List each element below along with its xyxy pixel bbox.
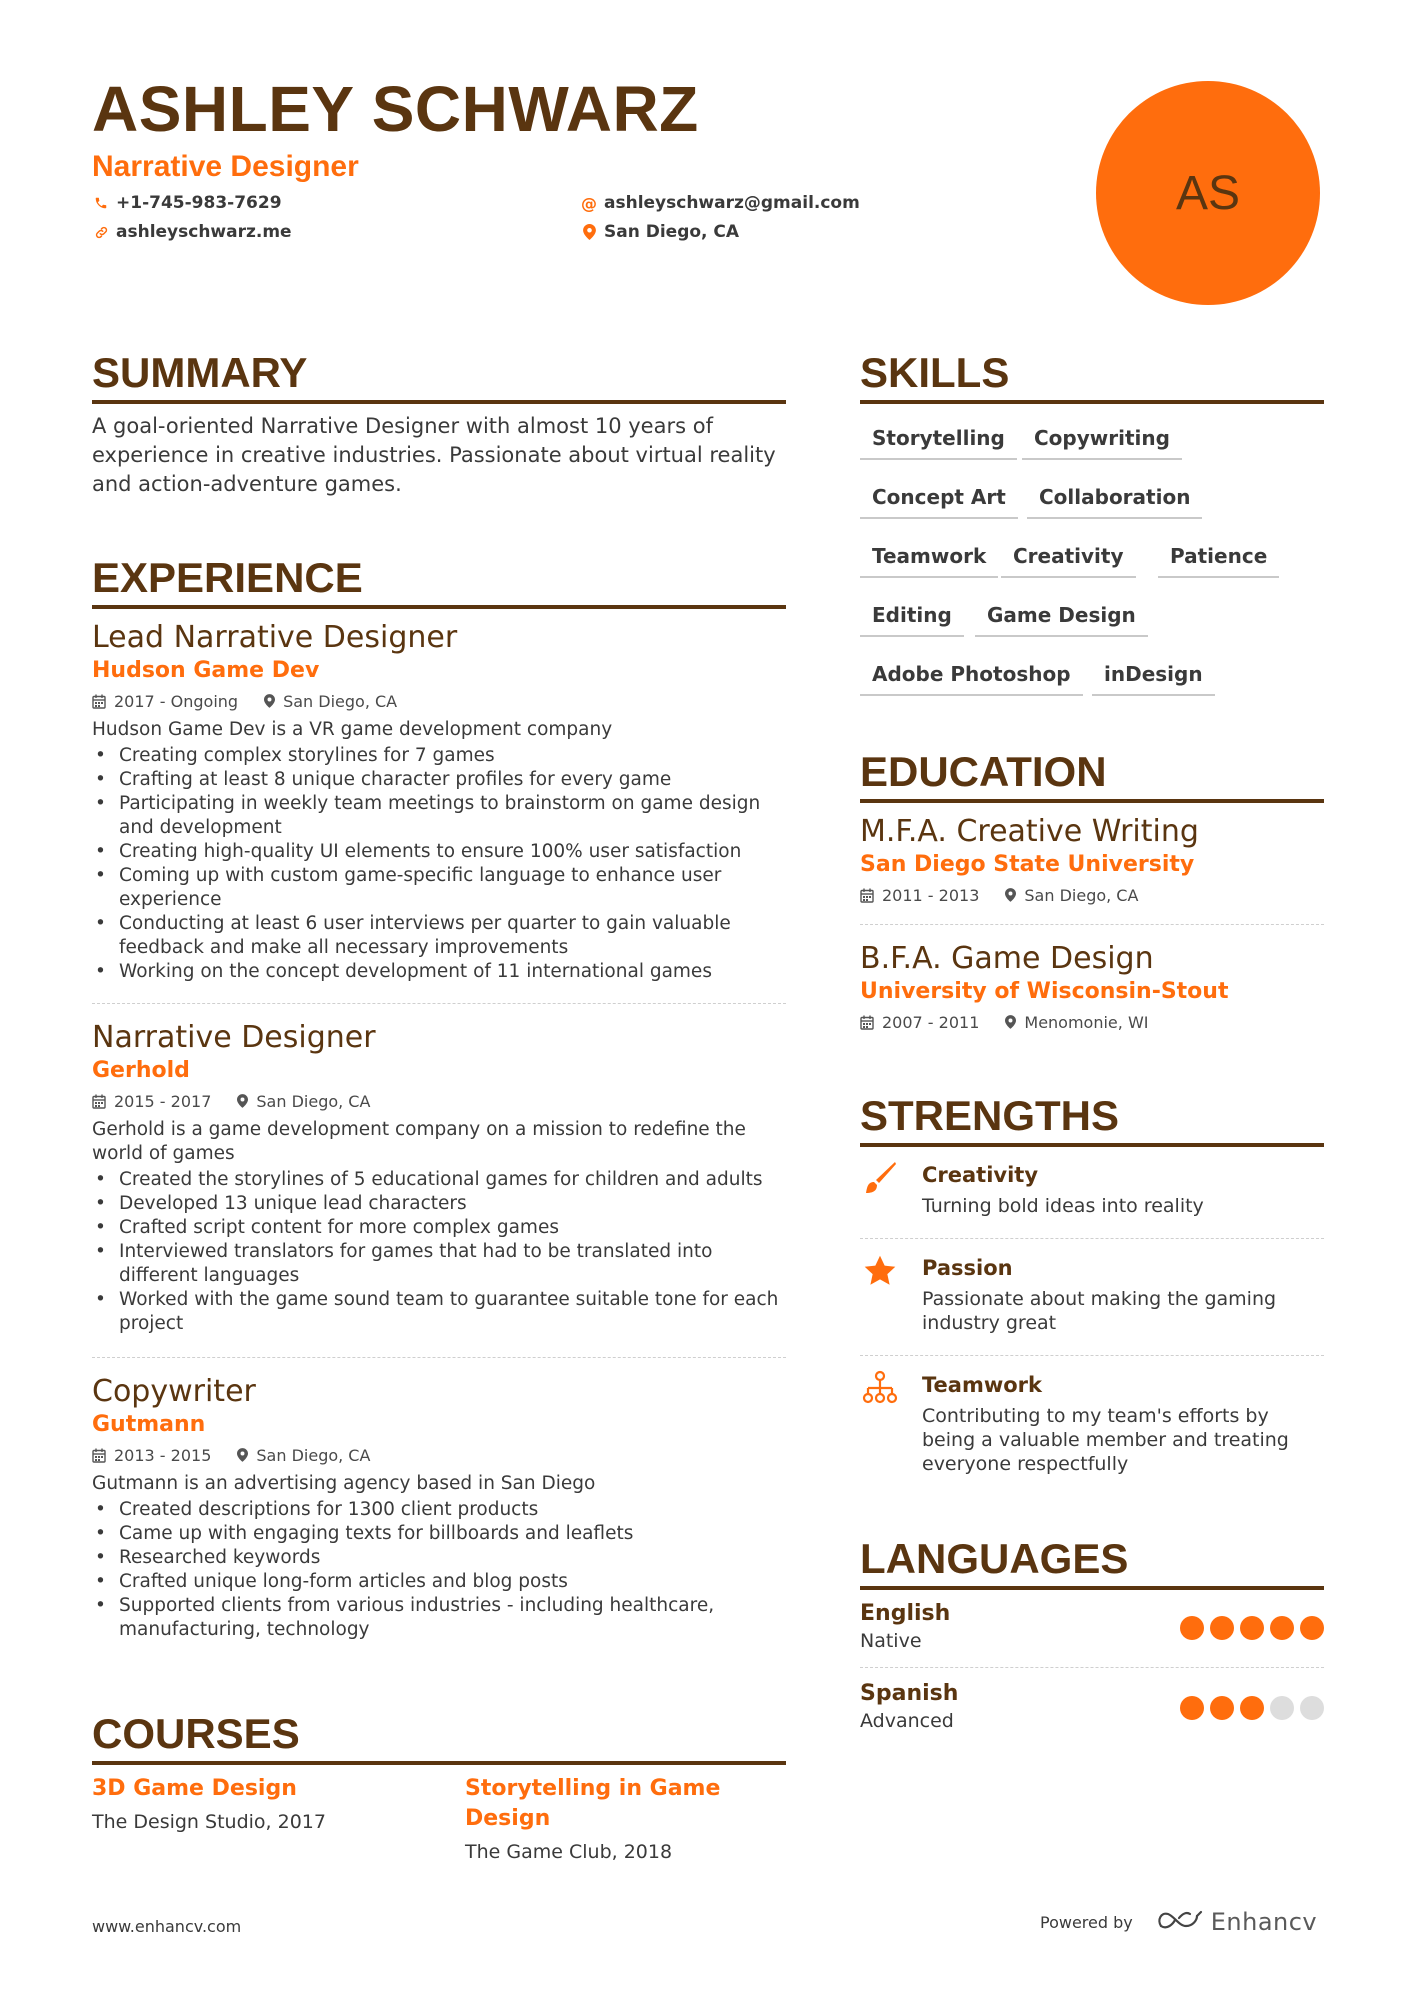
skill-tag: Adobe Photoshop	[860, 662, 1083, 696]
bullet-item: • Supported clients from various industries - including healthcare, manufacturing, technology	[92, 1594, 786, 1642]
bullet-item: • Participating in weekly team meetings to brainstorm on game design and development	[92, 792, 786, 840]
job-bullets	[92, 744, 786, 984]
bullet-item: • Researched keywords	[92, 1546, 786, 1570]
strength-title: Creativity	[922, 1163, 1039, 1187]
footer-website-link[interactable]: www.enhancv.com	[92, 1917, 242, 1936]
skill-tag: Concept Art	[860, 485, 1018, 519]
language-level: Advanced	[860, 1710, 954, 1732]
rating-dot-empty	[1300, 1696, 1324, 1720]
calendar-icon	[92, 1094, 106, 1109]
job-meta	[92, 1086, 786, 1116]
link-icon	[92, 223, 110, 241]
dates-text: 2007 - 2011	[882, 1012, 980, 1032]
skill-tag: Patience	[1158, 544, 1279, 578]
job-title: Lead Narrative Designer	[92, 620, 458, 655]
bullet-item: • Created descriptions for 1300 client products	[92, 1498, 786, 1522]
divider	[92, 1003, 786, 1004]
proficiency-rating	[1174, 1616, 1324, 1640]
language-name: English	[860, 1601, 951, 1626]
skill-tag: inDesign	[1092, 662, 1215, 696]
contact-phone[interactable]	[92, 193, 282, 213]
bullet-item: • Creating high-quality UI elements to ensure 100% user satisfaction	[92, 840, 786, 864]
course-provider: The Design Studio, 2017	[92, 1811, 326, 1833]
experience-entry	[92, 1020, 786, 1336]
experience-entry	[92, 1374, 786, 1642]
location-pin-icon	[237, 1448, 248, 1462]
job-dates	[92, 1092, 211, 1111]
strength-description: Turning bold ideas into reality	[922, 1195, 1204, 1217]
strength-entry	[860, 1253, 1324, 1353]
language-name: Spanish	[860, 1681, 959, 1706]
strength-description: Passionate about making the gaming industry great	[922, 1288, 1277, 1334]
education-dates	[860, 886, 979, 905]
language-entry	[860, 1600, 1324, 1660]
course-title[interactable]: Storytelling in Game Design	[465, 1776, 721, 1831]
bullet-item: • Crafted unique long-form articles and blog posts	[92, 1570, 786, 1594]
strength-description: Contributing to my team's efforts by being a valuable member and treating everyone respectfully	[922, 1405, 1289, 1475]
divider	[860, 1238, 1324, 1239]
bullet-item: • Coming up with custom game-specific language to enhance user experience	[92, 864, 786, 912]
education-meta	[860, 1007, 1324, 1037]
contact-location	[580, 222, 739, 242]
rating-dot-filled	[1210, 1696, 1234, 1720]
job-bullets	[92, 1498, 786, 1642]
language-entry	[860, 1680, 1324, 1740]
education-meta	[860, 880, 1324, 910]
job-meta	[92, 1440, 786, 1470]
bullet-item: • Created the storylines of 5 educational games for children and adults	[92, 1168, 786, 1192]
team-hierarchy-icon	[862, 1370, 898, 1406]
rating-dot-empty	[1270, 1696, 1294, 1720]
section-title-languages: LANGUAGES	[860, 1538, 1324, 1590]
enhancv-logo-icon	[1157, 1908, 1203, 1936]
bullet-item: • Working on the concept development of 11 international games	[92, 960, 786, 984]
skill-tag: Copywriting	[1022, 426, 1182, 460]
job-company[interactable]: Gerhold	[92, 1058, 190, 1083]
proficiency-rating	[1174, 1696, 1324, 1720]
phone-icon	[92, 194, 110, 212]
location-pin-icon	[264, 694, 275, 708]
at-icon: @	[581, 193, 597, 213]
candidate-role: Narrative Designer	[92, 150, 359, 183]
bullet-item: • Developed 13 unique lead characters	[92, 1192, 786, 1216]
skill-tag: Teamwork	[860, 544, 998, 578]
calendar-icon	[860, 1015, 874, 1030]
school-name[interactable]: San Diego State University	[860, 852, 1195, 877]
star-icon	[862, 1253, 898, 1289]
skill-tag: Creativity	[1001, 544, 1136, 578]
avatar	[1096, 81, 1320, 305]
job-location	[237, 1446, 370, 1465]
section-title-courses: COURSES	[92, 1713, 786, 1765]
job-title: Copywriter	[92, 1374, 256, 1409]
degree-title: M.F.A. Creative Writing	[860, 814, 1199, 849]
calendar-icon	[860, 888, 874, 903]
education-dates	[860, 1013, 979, 1032]
rating-dot-filled	[1210, 1616, 1234, 1640]
job-company[interactable]: Gutmann	[92, 1412, 206, 1437]
education-location	[1005, 886, 1138, 905]
job-location	[264, 692, 397, 711]
calendar-icon	[92, 694, 106, 709]
education-entry	[860, 941, 1324, 1037]
calendar-icon	[92, 1448, 106, 1463]
divider	[92, 1357, 786, 1358]
strength-entry	[860, 1370, 1324, 1490]
job-location	[237, 1092, 370, 1111]
experience-entry	[92, 620, 786, 984]
bullet-item: • Creating complex storylines for 7 games	[92, 744, 786, 768]
section-title-summary: SUMMARY	[92, 352, 786, 404]
rating-dot-filled	[1270, 1616, 1294, 1640]
job-title: Narrative Designer	[92, 1020, 376, 1055]
language-level: Native	[860, 1630, 922, 1652]
powered-by-label: Powered by	[1040, 1912, 1133, 1932]
location-pin-icon	[1005, 888, 1016, 902]
section-title-skills: SKILLS	[860, 352, 1324, 404]
bullet-item: • Came up with engaging texts for billboards and leaflets	[92, 1522, 786, 1546]
job-description: Hudson Game Dev is a VR game development company	[92, 719, 613, 740]
divider	[860, 1667, 1324, 1668]
bullet-item: • Crafting at least 8 unique character profiles for every game	[92, 768, 786, 792]
job-description: Gerhold is a game development company on a mission to redefine the world of games	[92, 1119, 746, 1164]
skill-tag: Collaboration	[1027, 485, 1202, 519]
paintbrush-icon	[862, 1160, 898, 1196]
job-dates	[92, 692, 238, 711]
divider	[860, 924, 1324, 925]
website-text: ashleyschwarz.me	[116, 222, 292, 242]
course-provider: The Game Club, 2018	[465, 1841, 673, 1863]
strength-entry	[860, 1160, 1324, 1240]
course-title[interactable]: 3D Game Design	[92, 1776, 297, 1801]
section-title-experience: EXPERIENCE	[92, 557, 786, 609]
job-description: Gutmann is an advertising agency based in San Diego	[92, 1473, 596, 1494]
location-pin-icon	[237, 1094, 248, 1108]
location-text: Menomonie, WI	[1024, 1012, 1149, 1032]
skill-tag: Game Design	[975, 603, 1148, 637]
education-location	[1005, 1013, 1148, 1032]
email-text: ashleyschwarz@gmail.com	[604, 193, 860, 213]
skill-tag: Editing	[860, 603, 964, 637]
course-entry	[92, 1774, 326, 1836]
section-title-education: EDUCATION	[860, 751, 1324, 803]
section-title-strengths: STRENGTHS	[860, 1095, 1324, 1147]
footer-branding[interactable]	[1040, 1908, 1317, 1936]
rating-dot-filled	[1240, 1616, 1264, 1640]
rating-dot-filled	[1300, 1616, 1324, 1640]
dates-text: 2011 - 2013	[882, 885, 980, 905]
strength-title: Teamwork	[922, 1373, 1042, 1397]
contact-website[interactable]	[92, 222, 292, 242]
phone-text: +1-745-983-7629	[116, 193, 282, 213]
education-entry	[860, 814, 1324, 910]
strength-title: Passion	[922, 1256, 1013, 1280]
dates-text: 2017 - Ongoing	[114, 691, 239, 711]
degree-title: B.F.A. Game Design	[860, 941, 1154, 976]
bullet-item: • Crafted script content for more complex games	[92, 1216, 786, 1240]
dates-text: 2015 - 2017	[114, 1091, 212, 1111]
location-pin-icon	[1005, 1015, 1016, 1029]
location-text: San Diego, CA	[1024, 885, 1139, 905]
location-text: San Diego, CA	[256, 1091, 371, 1111]
job-company[interactable]: Hudson Game Dev	[92, 658, 320, 683]
dates-text: 2013 - 2015	[114, 1445, 212, 1465]
avatar-initials: AS	[1175, 166, 1241, 220]
job-bullets	[92, 1168, 786, 1336]
location-text: San Diego, CA	[283, 691, 398, 711]
bullet-item: • Interviewed translators for games that had to be translated into different languages	[92, 1240, 786, 1288]
brand-name: Enhancv	[1210, 1908, 1318, 1936]
candidate-name: ASHLEY SCHWARZ	[92, 73, 699, 145]
bullet-item: • Conducting at least 6 user interviews per quarter to gain valuable feedback and make all necessary improvements	[92, 912, 786, 960]
rating-dot-filled	[1180, 1616, 1204, 1640]
summary-text: A goal-oriented Narrative Designer with almost 10 years of experience in creative industries. Passionate about virtual reality and action-adventure games.	[92, 414, 776, 496]
course-entry	[465, 1774, 786, 1866]
rating-dot-filled	[1180, 1696, 1204, 1720]
job-dates	[92, 1446, 211, 1465]
bullet-item: • Worked with the game sound team to guarantee suitable tone for each project	[92, 1288, 786, 1336]
contact-email[interactable]	[580, 193, 860, 213]
location-text: San Diego, CA	[604, 222, 740, 242]
location-text: San Diego, CA	[256, 1445, 371, 1465]
location-pin-icon	[580, 223, 598, 241]
rating-dot-filled	[1240, 1696, 1264, 1720]
skill-tag: Storytelling	[860, 426, 1017, 460]
divider	[860, 1355, 1324, 1356]
school-name[interactable]: University of Wisconsin-Stout	[860, 979, 1229, 1004]
job-meta	[92, 686, 786, 716]
